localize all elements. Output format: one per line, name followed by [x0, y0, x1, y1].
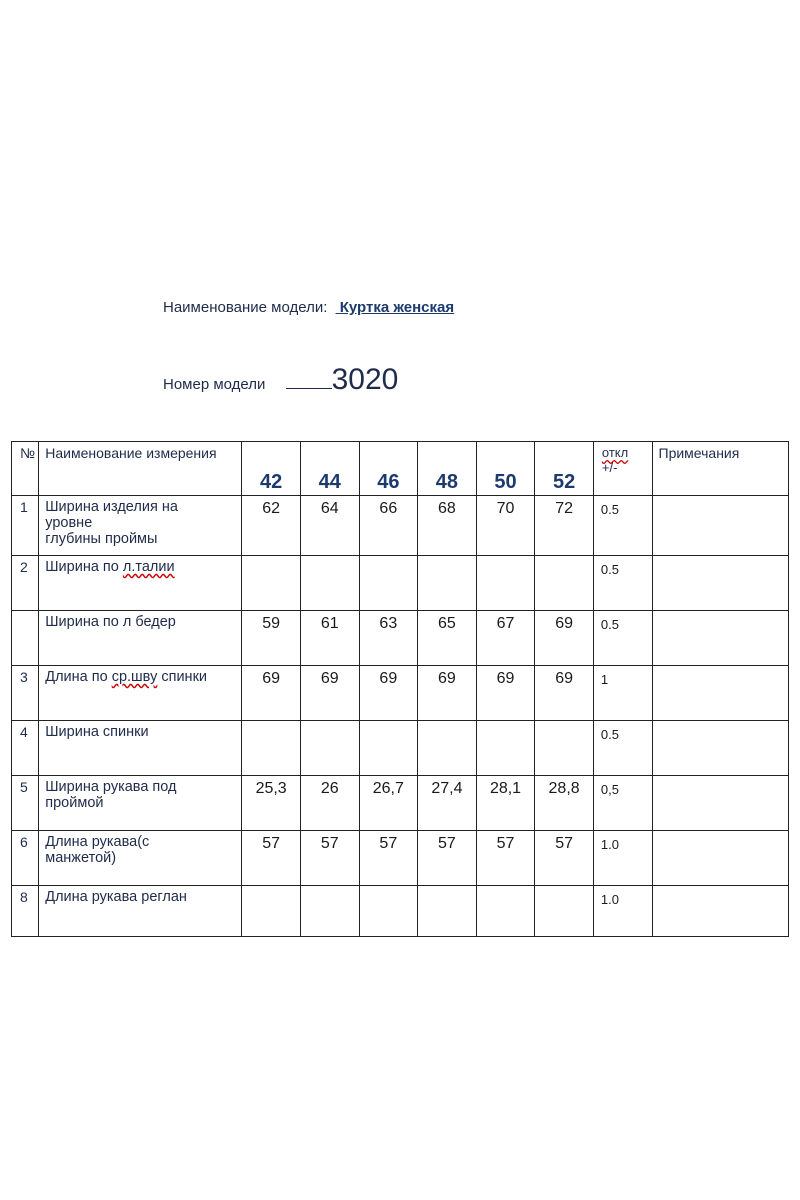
header-size-52: 52 [535, 442, 594, 496]
measurement-name-suffix: спинки [157, 669, 208, 685]
size-value: 65 [418, 611, 477, 666]
measurement-name-line: уровне [45, 515, 93, 531]
header-size-44: 44 [300, 442, 359, 496]
size-value: 64 [300, 496, 359, 556]
measurement-name [39, 496, 242, 556]
note-cell [652, 496, 789, 556]
row-number: 5 [12, 776, 39, 831]
model-number-label: Номер модели [163, 376, 266, 393]
note-cell [652, 721, 789, 776]
size-value: 57 [535, 831, 594, 886]
measurement-name-line: Ширина рукава под [45, 779, 177, 795]
row-number: 4 [12, 721, 39, 776]
tolerance-value: 1.0 [593, 831, 652, 886]
row-number: 6 [12, 831, 39, 886]
measurement-name-line: манжетой) [45, 850, 117, 866]
measurement-name [39, 556, 242, 611]
note-cell [652, 556, 789, 611]
tolerance-value: 1.0 [593, 886, 652, 937]
table-row [12, 666, 789, 721]
note-cell [652, 886, 789, 937]
header-measurement-name: Наименование измерения [39, 442, 242, 496]
measurement-name-prefix: Ширина по [45, 559, 123, 575]
note-cell [652, 776, 789, 831]
size-value [476, 886, 535, 937]
measurement-name-line: Ширина изделия на [45, 499, 178, 515]
tolerance-value: 0.5 [593, 721, 652, 776]
measurement-name-line: проймой [45, 795, 104, 811]
size-value: 57 [359, 831, 418, 886]
table-row [12, 886, 789, 937]
size-value: 67 [476, 611, 535, 666]
header-size-42: 42 [242, 442, 301, 496]
table-row [12, 611, 789, 666]
table-row [12, 496, 789, 556]
model-name-value: Куртка женская [339, 299, 455, 316]
size-value: 69 [535, 611, 594, 666]
size-value: 57 [476, 831, 535, 886]
size-value [418, 886, 477, 937]
header-tolerance-sign: +/- [601, 460, 618, 475]
size-value: 63 [359, 611, 418, 666]
size-value [300, 721, 359, 776]
table-row [12, 831, 789, 886]
row-number: 2 [12, 556, 39, 611]
size-value: 66 [359, 496, 418, 556]
size-value [242, 886, 301, 937]
row-number: 1 [12, 496, 39, 556]
tolerance-value: 0,5 [593, 776, 652, 831]
measurement-name [39, 776, 242, 831]
model-name-line [163, 299, 454, 316]
size-value: 69 [300, 666, 359, 721]
size-value: 59 [242, 611, 301, 666]
size-value: 28,1 [476, 776, 535, 831]
size-value [418, 721, 477, 776]
size-value: 69 [476, 666, 535, 721]
header-tolerance [593, 442, 652, 496]
size-value: 26 [300, 776, 359, 831]
table-row [12, 721, 789, 776]
measurement-name-prefix: Длина по [45, 669, 112, 685]
model-number-underline [286, 388, 332, 389]
header-no: № [12, 442, 39, 496]
size-value: 69 [418, 666, 477, 721]
header-tolerance-word: откл [601, 445, 629, 460]
table-row [12, 556, 789, 611]
size-value: 70 [476, 496, 535, 556]
measurement-name: Ширина спинки [39, 721, 242, 776]
size-value [359, 721, 418, 776]
row-number [12, 611, 39, 666]
header-size-46: 46 [359, 442, 418, 496]
tolerance-value: 1 [593, 666, 652, 721]
size-value: 25,3 [242, 776, 301, 831]
measurement-name-line: Длина рукава(с [45, 834, 150, 850]
size-value: 69 [535, 666, 594, 721]
size-value [359, 556, 418, 611]
model-name-label: Наименование модели: [163, 299, 328, 316]
size-value: 57 [300, 831, 359, 886]
measurement-name [39, 831, 242, 886]
measurement-name: Длина рукава реглан [39, 886, 242, 937]
size-value: 62 [242, 496, 301, 556]
size-value [300, 886, 359, 937]
tolerance-value: 0.5 [593, 611, 652, 666]
size-value: 26,7 [359, 776, 418, 831]
measurement-name [39, 666, 242, 721]
model-number-value: 3020 [331, 363, 399, 396]
note-cell [652, 666, 789, 721]
measurement-name-line: глубины проймы [45, 531, 158, 547]
size-value [418, 556, 477, 611]
size-value [242, 556, 301, 611]
size-value [300, 556, 359, 611]
header-size-50: 50 [476, 442, 535, 496]
size-value: 27,4 [418, 776, 477, 831]
measurement-name-marked: л.талии [122, 559, 175, 575]
size-value: 72 [535, 496, 594, 556]
row-number: 8 [12, 886, 39, 937]
table-header-row [12, 442, 789, 496]
size-value: 69 [359, 666, 418, 721]
row-number: 3 [12, 666, 39, 721]
size-value [242, 721, 301, 776]
size-value: 28,8 [535, 776, 594, 831]
size-value [476, 721, 535, 776]
size-value [535, 721, 594, 776]
measurement-name: Ширина по л бедер [39, 611, 242, 666]
size-value [359, 886, 418, 937]
note-cell [652, 831, 789, 886]
size-value: 61 [300, 611, 359, 666]
size-value [535, 556, 594, 611]
measurement-table [11, 441, 789, 937]
size-value: 68 [418, 496, 477, 556]
measurement-name-marked: ср.шву [111, 669, 158, 685]
note-cell [652, 611, 789, 666]
table-row [12, 776, 789, 831]
header-size-48: 48 [418, 442, 477, 496]
header-notes: Примечания [652, 442, 789, 496]
tolerance-value: 0.5 [593, 556, 652, 611]
model-number-line [163, 363, 398, 397]
size-value: 57 [418, 831, 477, 886]
tolerance-value: 0.5 [593, 496, 652, 556]
size-value [535, 886, 594, 937]
size-value: 69 [242, 666, 301, 721]
size-value [476, 556, 535, 611]
size-value: 57 [242, 831, 301, 886]
